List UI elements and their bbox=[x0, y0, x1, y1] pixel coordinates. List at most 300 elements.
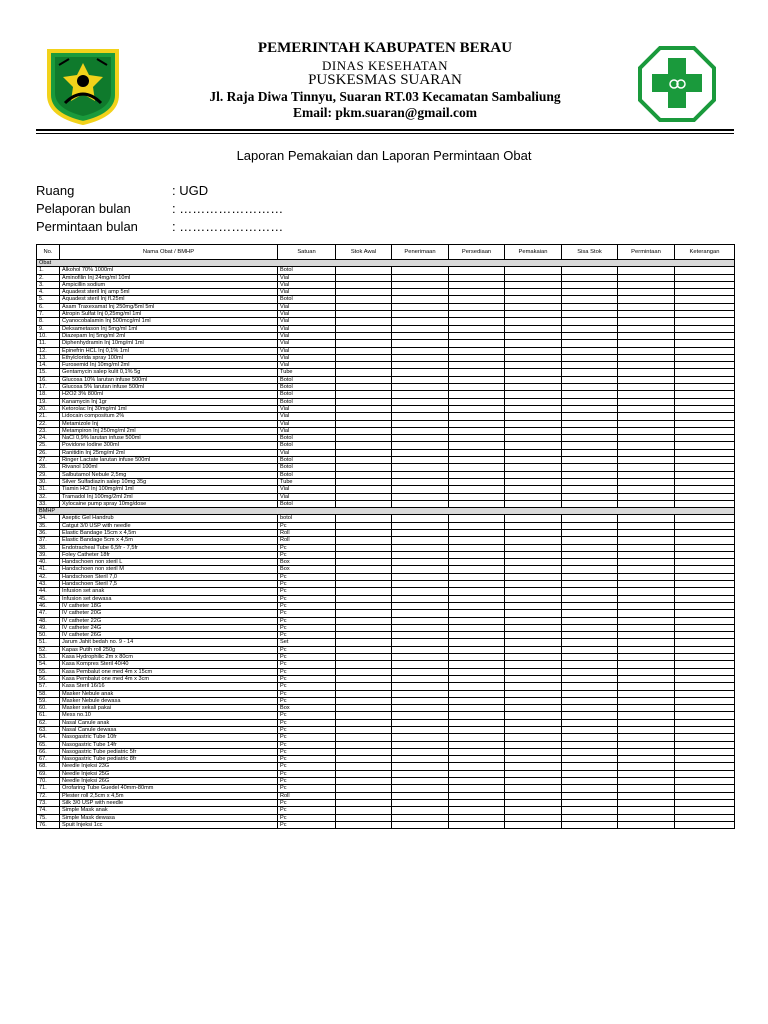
empty-cell[interactable] bbox=[505, 347, 562, 354]
empty-cell[interactable] bbox=[449, 712, 505, 719]
empty-cell[interactable] bbox=[675, 734, 735, 741]
empty-cell[interactable] bbox=[618, 274, 675, 281]
empty-cell[interactable] bbox=[675, 369, 735, 376]
empty-cell[interactable] bbox=[505, 770, 562, 777]
empty-cell[interactable] bbox=[562, 318, 618, 325]
empty-cell[interactable] bbox=[449, 778, 505, 785]
empty-cell[interactable] bbox=[336, 675, 392, 682]
empty-cell[interactable] bbox=[618, 405, 675, 412]
empty-cell[interactable] bbox=[618, 522, 675, 529]
empty-cell[interactable] bbox=[449, 303, 505, 310]
empty-cell[interactable] bbox=[618, 778, 675, 785]
empty-cell[interactable] bbox=[505, 792, 562, 799]
empty-cell[interactable] bbox=[392, 493, 449, 500]
empty-cell[interactable] bbox=[336, 435, 392, 442]
empty-cell[interactable] bbox=[618, 566, 675, 573]
empty-cell[interactable] bbox=[505, 719, 562, 726]
empty-cell[interactable] bbox=[336, 405, 392, 412]
empty-cell[interactable] bbox=[449, 559, 505, 566]
empty-cell[interactable] bbox=[392, 281, 449, 288]
empty-cell[interactable] bbox=[562, 595, 618, 602]
empty-cell[interactable] bbox=[392, 376, 449, 383]
empty-cell[interactable] bbox=[675, 391, 735, 398]
empty-cell[interactable] bbox=[449, 595, 505, 602]
empty-cell[interactable] bbox=[618, 646, 675, 653]
empty-cell[interactable] bbox=[449, 639, 505, 646]
empty-cell[interactable] bbox=[675, 712, 735, 719]
empty-cell[interactable] bbox=[336, 311, 392, 318]
empty-cell[interactable] bbox=[392, 325, 449, 332]
empty-cell[interactable] bbox=[449, 705, 505, 712]
empty-cell[interactable] bbox=[505, 413, 562, 420]
empty-cell[interactable] bbox=[336, 763, 392, 770]
empty-cell[interactable] bbox=[336, 588, 392, 595]
empty-cell[interactable] bbox=[675, 573, 735, 580]
empty-cell[interactable] bbox=[449, 384, 505, 391]
empty-cell[interactable] bbox=[505, 296, 562, 303]
empty-cell[interactable] bbox=[675, 296, 735, 303]
empty-cell[interactable] bbox=[675, 347, 735, 354]
empty-cell[interactable] bbox=[562, 712, 618, 719]
empty-cell[interactable] bbox=[336, 632, 392, 639]
empty-cell[interactable] bbox=[449, 661, 505, 668]
empty-cell[interactable] bbox=[336, 639, 392, 646]
empty-cell[interactable] bbox=[505, 281, 562, 288]
empty-cell[interactable] bbox=[618, 661, 675, 668]
empty-cell[interactable] bbox=[562, 369, 618, 376]
empty-cell[interactable] bbox=[562, 719, 618, 726]
empty-cell[interactable] bbox=[618, 602, 675, 609]
empty-cell[interactable] bbox=[562, 799, 618, 806]
empty-cell[interactable] bbox=[336, 748, 392, 755]
empty-cell[interactable] bbox=[618, 610, 675, 617]
empty-cell[interactable] bbox=[449, 581, 505, 588]
empty-cell[interactable] bbox=[618, 478, 675, 485]
empty-cell[interactable] bbox=[562, 778, 618, 785]
empty-cell[interactable] bbox=[675, 661, 735, 668]
empty-cell[interactable] bbox=[505, 493, 562, 500]
empty-cell[interactable] bbox=[618, 756, 675, 763]
empty-cell[interactable] bbox=[562, 464, 618, 471]
empty-cell[interactable] bbox=[392, 741, 449, 748]
empty-cell[interactable] bbox=[618, 741, 675, 748]
empty-cell[interactable] bbox=[392, 420, 449, 427]
empty-cell[interactable] bbox=[505, 391, 562, 398]
empty-cell[interactable] bbox=[505, 529, 562, 536]
empty-cell[interactable] bbox=[449, 435, 505, 442]
empty-cell[interactable] bbox=[618, 332, 675, 339]
empty-cell[interactable] bbox=[562, 405, 618, 412]
empty-cell[interactable] bbox=[505, 478, 562, 485]
empty-cell[interactable] bbox=[449, 617, 505, 624]
empty-cell[interactable] bbox=[392, 449, 449, 456]
empty-cell[interactable] bbox=[562, 311, 618, 318]
empty-cell[interactable] bbox=[392, 362, 449, 369]
empty-cell[interactable] bbox=[505, 602, 562, 609]
empty-cell[interactable] bbox=[449, 821, 505, 828]
empty-cell[interactable] bbox=[392, 384, 449, 391]
empty-cell[interactable] bbox=[505, 274, 562, 281]
empty-cell[interactable] bbox=[618, 281, 675, 288]
empty-cell[interactable] bbox=[675, 551, 735, 558]
empty-cell[interactable] bbox=[618, 705, 675, 712]
empty-cell[interactable] bbox=[336, 478, 392, 485]
empty-cell[interactable] bbox=[336, 741, 392, 748]
empty-cell[interactable] bbox=[505, 748, 562, 755]
empty-cell[interactable] bbox=[675, 639, 735, 646]
empty-cell[interactable] bbox=[336, 654, 392, 661]
empty-cell[interactable] bbox=[675, 821, 735, 828]
empty-cell[interactable] bbox=[336, 427, 392, 434]
empty-cell[interactable] bbox=[505, 427, 562, 434]
empty-cell[interactable] bbox=[449, 325, 505, 332]
empty-cell[interactable] bbox=[618, 654, 675, 661]
empty-cell[interactable] bbox=[505, 537, 562, 544]
empty-cell[interactable] bbox=[618, 675, 675, 682]
empty-cell[interactable] bbox=[675, 719, 735, 726]
empty-cell[interactable] bbox=[392, 624, 449, 631]
empty-cell[interactable] bbox=[562, 763, 618, 770]
empty-cell[interactable] bbox=[618, 420, 675, 427]
empty-cell[interactable] bbox=[618, 347, 675, 354]
empty-cell[interactable] bbox=[675, 332, 735, 339]
empty-cell[interactable] bbox=[505, 785, 562, 792]
empty-cell[interactable] bbox=[336, 486, 392, 493]
empty-cell[interactable] bbox=[505, 646, 562, 653]
empty-cell[interactable] bbox=[675, 537, 735, 544]
empty-cell[interactable] bbox=[618, 544, 675, 551]
empty-cell[interactable] bbox=[449, 500, 505, 507]
empty-cell[interactable] bbox=[505, 486, 562, 493]
empty-cell[interactable] bbox=[336, 420, 392, 427]
empty-cell[interactable] bbox=[392, 522, 449, 529]
empty-cell[interactable] bbox=[675, 376, 735, 383]
empty-cell[interactable] bbox=[392, 391, 449, 398]
empty-cell[interactable] bbox=[336, 325, 392, 332]
empty-cell[interactable] bbox=[505, 588, 562, 595]
empty-cell[interactable] bbox=[562, 435, 618, 442]
empty-cell[interactable] bbox=[562, 588, 618, 595]
empty-cell[interactable] bbox=[675, 748, 735, 755]
empty-cell[interactable] bbox=[336, 457, 392, 464]
empty-cell[interactable] bbox=[505, 697, 562, 704]
empty-cell[interactable] bbox=[562, 573, 618, 580]
empty-cell[interactable] bbox=[675, 471, 735, 478]
empty-cell[interactable] bbox=[505, 624, 562, 631]
empty-cell[interactable] bbox=[336, 661, 392, 668]
empty-cell[interactable] bbox=[392, 610, 449, 617]
empty-cell[interactable] bbox=[392, 267, 449, 274]
empty-cell[interactable] bbox=[392, 274, 449, 281]
empty-cell[interactable] bbox=[675, 457, 735, 464]
empty-cell[interactable] bbox=[449, 347, 505, 354]
empty-cell[interactable] bbox=[675, 442, 735, 449]
empty-cell[interactable] bbox=[562, 537, 618, 544]
empty-cell[interactable] bbox=[392, 719, 449, 726]
empty-cell[interactable] bbox=[562, 602, 618, 609]
empty-cell[interactable] bbox=[392, 296, 449, 303]
empty-cell[interactable] bbox=[392, 814, 449, 821]
empty-cell[interactable] bbox=[336, 296, 392, 303]
empty-cell[interactable] bbox=[618, 362, 675, 369]
empty-cell[interactable] bbox=[562, 727, 618, 734]
empty-cell[interactable] bbox=[336, 756, 392, 763]
empty-cell[interactable] bbox=[675, 617, 735, 624]
empty-cell[interactable] bbox=[618, 486, 675, 493]
empty-cell[interactable] bbox=[618, 632, 675, 639]
empty-cell[interactable] bbox=[449, 420, 505, 427]
empty-cell[interactable] bbox=[336, 449, 392, 456]
empty-cell[interactable] bbox=[675, 654, 735, 661]
empty-cell[interactable] bbox=[562, 332, 618, 339]
empty-cell[interactable] bbox=[562, 675, 618, 682]
empty-cell[interactable] bbox=[449, 318, 505, 325]
empty-cell[interactable] bbox=[336, 683, 392, 690]
empty-cell[interactable] bbox=[505, 595, 562, 602]
empty-cell[interactable] bbox=[618, 734, 675, 741]
empty-cell[interactable] bbox=[449, 690, 505, 697]
empty-cell[interactable] bbox=[562, 807, 618, 814]
empty-cell[interactable] bbox=[392, 763, 449, 770]
empty-cell[interactable] bbox=[562, 544, 618, 551]
empty-cell[interactable] bbox=[336, 303, 392, 310]
empty-cell[interactable] bbox=[449, 741, 505, 748]
empty-cell[interactable] bbox=[505, 778, 562, 785]
empty-cell[interactable] bbox=[336, 719, 392, 726]
empty-cell[interactable] bbox=[618, 807, 675, 814]
empty-cell[interactable] bbox=[392, 588, 449, 595]
empty-cell[interactable] bbox=[618, 376, 675, 383]
empty-cell[interactable] bbox=[449, 588, 505, 595]
empty-cell[interactable] bbox=[336, 799, 392, 806]
empty-cell[interactable] bbox=[449, 646, 505, 653]
empty-cell[interactable] bbox=[392, 529, 449, 536]
empty-cell[interactable] bbox=[449, 522, 505, 529]
empty-cell[interactable] bbox=[336, 595, 392, 602]
empty-cell[interactable] bbox=[675, 778, 735, 785]
empty-cell[interactable] bbox=[618, 311, 675, 318]
empty-cell[interactable] bbox=[562, 551, 618, 558]
empty-cell[interactable] bbox=[562, 821, 618, 828]
empty-cell[interactable] bbox=[675, 325, 735, 332]
empty-cell[interactable] bbox=[675, 311, 735, 318]
empty-cell[interactable] bbox=[505, 727, 562, 734]
empty-cell[interactable] bbox=[336, 529, 392, 536]
empty-cell[interactable] bbox=[392, 778, 449, 785]
empty-cell[interactable] bbox=[505, 814, 562, 821]
empty-cell[interactable] bbox=[505, 405, 562, 412]
empty-cell[interactable] bbox=[675, 595, 735, 602]
empty-cell[interactable] bbox=[505, 340, 562, 347]
empty-cell[interactable] bbox=[618, 727, 675, 734]
empty-cell[interactable] bbox=[675, 318, 735, 325]
empty-cell[interactable] bbox=[392, 748, 449, 755]
empty-cell[interactable] bbox=[562, 486, 618, 493]
empty-cell[interactable] bbox=[336, 281, 392, 288]
empty-cell[interactable] bbox=[562, 566, 618, 573]
empty-cell[interactable] bbox=[449, 632, 505, 639]
empty-cell[interactable] bbox=[618, 559, 675, 566]
empty-cell[interactable] bbox=[449, 770, 505, 777]
empty-cell[interactable] bbox=[618, 398, 675, 405]
empty-cell[interactable] bbox=[675, 814, 735, 821]
empty-cell[interactable] bbox=[618, 354, 675, 361]
empty-cell[interactable] bbox=[505, 457, 562, 464]
empty-cell[interactable] bbox=[505, 741, 562, 748]
empty-cell[interactable] bbox=[505, 471, 562, 478]
empty-cell[interactable] bbox=[505, 705, 562, 712]
empty-cell[interactable] bbox=[505, 763, 562, 770]
empty-cell[interactable] bbox=[449, 763, 505, 770]
empty-cell[interactable] bbox=[392, 340, 449, 347]
empty-cell[interactable] bbox=[336, 267, 392, 274]
empty-cell[interactable] bbox=[449, 551, 505, 558]
empty-cell[interactable] bbox=[562, 734, 618, 741]
empty-cell[interactable] bbox=[675, 427, 735, 434]
empty-cell[interactable] bbox=[618, 792, 675, 799]
empty-cell[interactable] bbox=[449, 799, 505, 806]
empty-cell[interactable] bbox=[449, 727, 505, 734]
empty-cell[interactable] bbox=[562, 654, 618, 661]
empty-cell[interactable] bbox=[618, 785, 675, 792]
empty-cell[interactable] bbox=[618, 821, 675, 828]
empty-cell[interactable] bbox=[392, 734, 449, 741]
empty-cell[interactable] bbox=[675, 624, 735, 631]
empty-cell[interactable] bbox=[618, 471, 675, 478]
empty-cell[interactable] bbox=[505, 581, 562, 588]
empty-cell[interactable] bbox=[505, 442, 562, 449]
empty-cell[interactable] bbox=[505, 384, 562, 391]
empty-cell[interactable] bbox=[505, 566, 562, 573]
empty-cell[interactable] bbox=[562, 559, 618, 566]
empty-cell[interactable] bbox=[449, 602, 505, 609]
empty-cell[interactable] bbox=[392, 697, 449, 704]
empty-cell[interactable] bbox=[505, 573, 562, 580]
empty-cell[interactable] bbox=[449, 449, 505, 456]
empty-cell[interactable] bbox=[392, 581, 449, 588]
empty-cell[interactable] bbox=[392, 573, 449, 580]
empty-cell[interactable] bbox=[336, 347, 392, 354]
empty-cell[interactable] bbox=[505, 799, 562, 806]
empty-cell[interactable] bbox=[675, 705, 735, 712]
empty-cell[interactable] bbox=[505, 675, 562, 682]
empty-cell[interactable] bbox=[392, 683, 449, 690]
empty-cell[interactable] bbox=[336, 712, 392, 719]
empty-cell[interactable] bbox=[505, 654, 562, 661]
empty-cell[interactable] bbox=[336, 617, 392, 624]
empty-cell[interactable] bbox=[675, 464, 735, 471]
empty-cell[interactable] bbox=[336, 442, 392, 449]
empty-cell[interactable] bbox=[505, 354, 562, 361]
empty-cell[interactable] bbox=[392, 705, 449, 712]
empty-cell[interactable] bbox=[449, 362, 505, 369]
empty-cell[interactable] bbox=[449, 785, 505, 792]
empty-cell[interactable] bbox=[675, 581, 735, 588]
empty-cell[interactable] bbox=[392, 289, 449, 296]
empty-cell[interactable] bbox=[562, 427, 618, 434]
empty-cell[interactable] bbox=[449, 610, 505, 617]
empty-cell[interactable] bbox=[336, 602, 392, 609]
empty-cell[interactable] bbox=[562, 325, 618, 332]
empty-cell[interactable] bbox=[675, 274, 735, 281]
empty-cell[interactable] bbox=[336, 668, 392, 675]
empty-cell[interactable] bbox=[392, 668, 449, 675]
empty-cell[interactable] bbox=[618, 683, 675, 690]
empty-cell[interactable] bbox=[618, 318, 675, 325]
empty-cell[interactable] bbox=[392, 303, 449, 310]
empty-cell[interactable] bbox=[618, 369, 675, 376]
empty-cell[interactable] bbox=[392, 354, 449, 361]
empty-cell[interactable] bbox=[562, 413, 618, 420]
empty-cell[interactable] bbox=[675, 398, 735, 405]
empty-cell[interactable] bbox=[562, 296, 618, 303]
empty-cell[interactable] bbox=[336, 515, 392, 522]
empty-cell[interactable] bbox=[505, 610, 562, 617]
empty-cell[interactable] bbox=[562, 281, 618, 288]
empty-cell[interactable] bbox=[562, 391, 618, 398]
empty-cell[interactable] bbox=[392, 413, 449, 420]
empty-cell[interactable] bbox=[675, 486, 735, 493]
empty-cell[interactable] bbox=[449, 515, 505, 522]
empty-cell[interactable] bbox=[336, 785, 392, 792]
empty-cell[interactable] bbox=[392, 500, 449, 507]
empty-cell[interactable] bbox=[449, 369, 505, 376]
empty-cell[interactable] bbox=[675, 727, 735, 734]
empty-cell[interactable] bbox=[336, 610, 392, 617]
empty-cell[interactable] bbox=[562, 785, 618, 792]
empty-cell[interactable] bbox=[505, 807, 562, 814]
empty-cell[interactable] bbox=[562, 471, 618, 478]
empty-cell[interactable] bbox=[392, 639, 449, 646]
empty-cell[interactable] bbox=[505, 289, 562, 296]
empty-cell[interactable] bbox=[562, 289, 618, 296]
empty-cell[interactable] bbox=[675, 756, 735, 763]
empty-cell[interactable] bbox=[336, 362, 392, 369]
empty-cell[interactable] bbox=[392, 799, 449, 806]
empty-cell[interactable] bbox=[675, 303, 735, 310]
empty-cell[interactable] bbox=[336, 354, 392, 361]
empty-cell[interactable] bbox=[336, 537, 392, 544]
empty-cell[interactable] bbox=[618, 442, 675, 449]
empty-cell[interactable] bbox=[562, 398, 618, 405]
empty-cell[interactable] bbox=[449, 529, 505, 536]
empty-cell[interactable] bbox=[562, 683, 618, 690]
empty-cell[interactable] bbox=[562, 303, 618, 310]
empty-cell[interactable] bbox=[449, 573, 505, 580]
empty-cell[interactable] bbox=[618, 325, 675, 332]
empty-cell[interactable] bbox=[336, 332, 392, 339]
empty-cell[interactable] bbox=[336, 340, 392, 347]
empty-cell[interactable] bbox=[392, 318, 449, 325]
empty-cell[interactable] bbox=[449, 668, 505, 675]
empty-cell[interactable] bbox=[675, 807, 735, 814]
empty-cell[interactable] bbox=[336, 318, 392, 325]
empty-cell[interactable] bbox=[618, 515, 675, 522]
empty-cell[interactable] bbox=[336, 581, 392, 588]
empty-cell[interactable] bbox=[505, 551, 562, 558]
empty-cell[interactable] bbox=[618, 464, 675, 471]
empty-cell[interactable] bbox=[449, 807, 505, 814]
empty-cell[interactable] bbox=[449, 537, 505, 544]
empty-cell[interactable] bbox=[618, 719, 675, 726]
empty-cell[interactable] bbox=[392, 727, 449, 734]
empty-cell[interactable] bbox=[505, 639, 562, 646]
empty-cell[interactable] bbox=[336, 566, 392, 573]
empty-cell[interactable] bbox=[505, 668, 562, 675]
empty-cell[interactable] bbox=[505, 756, 562, 763]
empty-cell[interactable] bbox=[449, 478, 505, 485]
empty-cell[interactable] bbox=[505, 325, 562, 332]
